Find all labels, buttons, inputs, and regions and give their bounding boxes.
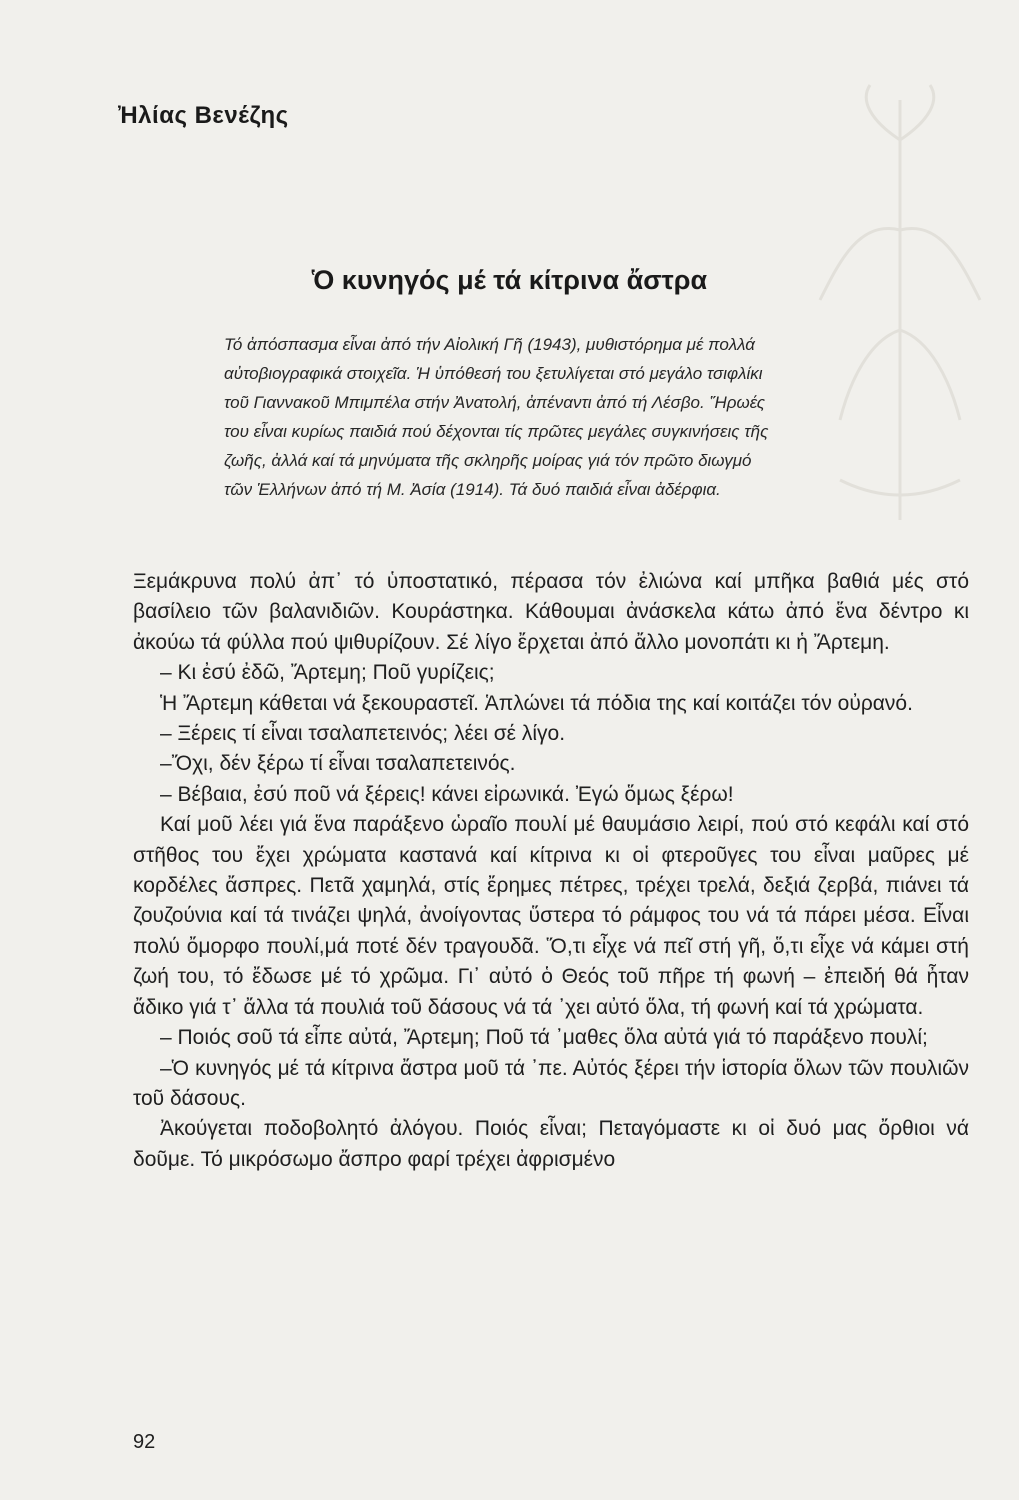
intro-note: Τό ἀπόσπασμα εἶναι ἀπό τήν Αἰολική Γῆ (1943), μυθιστόρημα μέ πολλά αὐτοβιογραφικά στοιχεῖα. Ἡ ὑπόθεσή του ξετυλίγεται στό μεγάλο τσιφλίκι τοῦ Γιαννακοῦ Μπιμπέλα στήν Ἀνατολή, ἀπέναντι ἀπό τή Λέσβο. Ἥρωές του εἶναι κυρίως παιδιά πού δέχονται τίς πρῶτες μεγάλες συγκινήσεις τῆς ζωῆς, ἀλλά καί τά μηνύματα τῆς σκληρῆς μοίρας γιά τόν πρῶτο διωγμό τῶν Ἑλλήνων ἀπό τή Μ. Ἀσία (1914). Τά δυό παιδιά εἶναι ἀδέρφια. <box>224 335 769 499</box>
dialogue-line: – Βέβαια, ἐσύ ποῦ νά ξέρεις! κάνει εἰρωνικά. Ἐγώ ὅμως ξέρω! <box>160 782 734 806</box>
paragraph: Ξεμάκρυνα πολύ ἀπ᾽ τό ὑποστατικό, πέρασα τόν ἐλιώνα καί μπῆκα βαθιά μές στό βασίλειο τῶν βαλανιδιῶν. Κουράστηκα. Κάθουμαι ἀνάσκελα κάτω ἀπό ἕνα δέντρο κι ἀκούω τά φύλλα πού ψιθυρίζουν. Σέ λίγο ἔρχεται ἀπό ἄλλο μονοπάτι κι ἡ Ἄρτεμη. <box>133 570 969 654</box>
dialogue-line: – Ποιός σοῦ τά εἶπε αὐτά, Ἄρτεμη; Ποῦ τά ᾽μαθες ὅλα αὐτά γιά τό παράξενο πουλί; <box>160 1026 928 1050</box>
dialogue-line: – Ξέρεις τί εἶναι τσαλαπετεινός; λέει σέ λίγο. <box>160 722 566 746</box>
paragraph: Ἡ Ἄρτεμη κάθεται νά ξεκουραστεῖ. Ἁπλώνει τά πόδια της καί κοιτάζει τόν οὐρανό. <box>160 691 913 715</box>
paragraph: Καί μοῦ λέει γιά ἕνα παράξενο ὡραῖο πουλί μέ θαυμάσιο λειρί, πού στό κεφάλι καί στό στῆθος του ἔχει χρώματα καστανά καί κίτρινα κι οἱ φτεροῦγες του εἶναι μαῦρες μέ κορδέλες ἄσπρες. Πετᾶ χαμηλά, στίς ἔρημες πέτρες, τρέχει τρελά, δεξιά ζερβά, πιάνει τά ζουζούνια καί τά τινάζει ψηλά, ἀνοίγοντας ὕστερα τό ράμφος του νά τά πάρει μέσα. Εἶναι πολύ ὄμορφο πουλί,μά ποτέ δέν τραγουδᾶ. Ὅ,τι εἶχε νά πεῖ στή γῆ, ὅ,τι εἶχε νά κάμει στή ζωή του, τό ἔδωσε μέ τό χρῶμα. Γι᾽ αὐτό ὁ Θεός τοῦ πῆρε τή φωνή – ἐπειδή θά ἦταν ἄδικο γιά τ᾽ ἄλλα τά πουλιά τοῦ δάσους νά τά ᾽χει αὐτό ὅλα, τή φωνή καί τά χρώματα. <box>133 813 969 1019</box>
author-name: Ἠλίας Βενέζης <box>118 102 289 129</box>
page-number: 92 <box>133 1431 156 1453</box>
dialogue-line: – Κι ἐσύ ἐδῶ, Ἄρτεμη; Ποῦ γυρίζεις; <box>160 661 495 685</box>
paragraph: Ἀκούγεται ποδοβολητό ἀλόγου. Ποιός εἶναι; Πεταγόμαστε κι οἱ δυό μας ὄρθιοι νά δοῦμε. Τό μικρόσωμο ἄσπρο φαρί τρέχει ἀφρισμένο <box>133 1117 969 1171</box>
dialogue-line: –Ὁ κυνηγός μέ τά κίτρινα ἄστρα μοῦ τά ᾽πε. Αὐτός ξέρει τήν ἱστορία ὅλων τῶν πουλιῶν τοῦ δάσους. <box>133 1056 969 1110</box>
bleed-through-plant-icon <box>800 80 1000 540</box>
dialogue-line: –Ὄχι, δέν ξέρω τί εἶναι τσαλαπετεινός. <box>160 752 516 776</box>
chapter-title: Ὁ κυνηγός μέ τά κίτρινα ἄστρα <box>311 265 708 295</box>
body-text <box>133 567 969 1175</box>
